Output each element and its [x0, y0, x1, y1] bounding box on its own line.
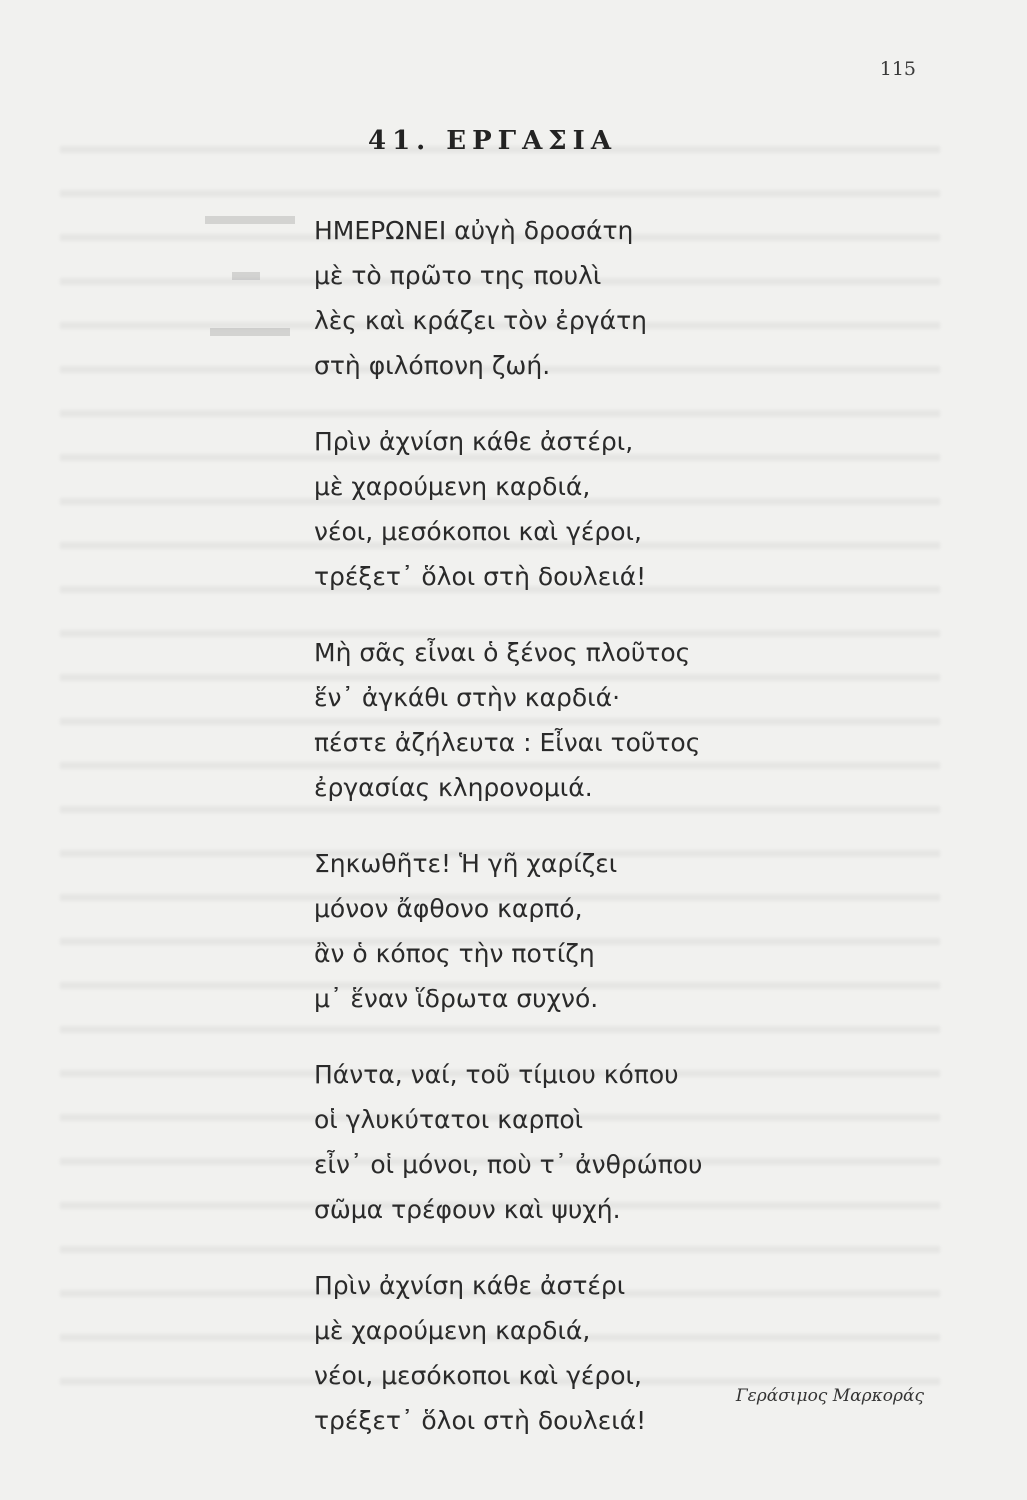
poem-line: Πρὶν ἀχνίση κάθε ἀστέρι, [314, 427, 634, 456]
poem-line: σῶμα τρέφουν καὶ ψυχή. [314, 1195, 621, 1224]
poem-line: Πρὶν ἀχνίση κάθε ἀστέρι [314, 1271, 626, 1300]
poem-line: ἕν᾿ ἀγκάθι στὴν καρδιά· [314, 683, 621, 712]
poem-line: τρέξετ᾿ ὅλοι στὴ δουλειά! [314, 1406, 647, 1435]
poem-line: ΗΜΕΡΩΝΕΙ αὐγὴ δροσάτη [314, 216, 634, 245]
poem-line: μὲ τὸ πρῶτο της πουλὶ [314, 261, 602, 290]
poem-line: νέοι, μεσόκοποι καὶ γέροι, [314, 1361, 642, 1390]
stanza [314, 1052, 814, 1232]
poem-line: οἱ γλυκύτατοι καρποὶ [314, 1105, 584, 1134]
poem-line: πέστε ἀζήλευτα : Εἶναι τοῦτος [314, 728, 701, 757]
poem-line: μόνον ἄφθονο καρπό, [314, 894, 583, 923]
poem-line: μὲ χαρούμενη καρδιά, [314, 472, 591, 501]
poem-line: στὴ φιλόπονη ζωή. [314, 351, 551, 380]
poem-line: μὲ χαρούμενη καρδιά, [314, 1316, 591, 1345]
poem-line: λὲς καὶ κράζει τὸν ἐργάτη [314, 306, 647, 335]
stanza [314, 841, 814, 1021]
poem-line: Μὴ σᾶς εἶναι ὁ ξένος πλοῦτος [314, 638, 691, 667]
poem-line: Σηκωθῆτε! Ἡ γῆ χαρίζει [314, 849, 618, 878]
stanza [314, 1263, 814, 1443]
poem-title: 41. ΕΡΓΑΣΙΑ [368, 126, 618, 156]
poem-line: μ᾿ ἕναν ἵδρωτα συχνό. [314, 984, 599, 1013]
stanza [314, 419, 814, 599]
stanza [314, 630, 814, 810]
page-number: 115 [879, 58, 916, 80]
author-signature: Γεράσιμος Μαρκοράς [735, 1386, 924, 1406]
ink-smudge [205, 216, 295, 224]
ink-smudge [210, 328, 290, 336]
poem-line: Πάντα, ναί, τοῦ τίμιου κόπου [314, 1060, 679, 1089]
stanza [314, 208, 814, 388]
poem-body [314, 208, 814, 1474]
poem-line: ἂν ὁ κόπος τὴν ποτίζη [314, 939, 595, 968]
poem-line: τρέξετ᾿ ὅλοι στὴ δουλειά! [314, 562, 647, 591]
poem-line: νέοι, μεσόκοποι καὶ γέροι, [314, 517, 642, 546]
ink-smudge [232, 272, 260, 280]
poem-line: ἐργασίας κληρονομιά. [314, 773, 593, 802]
poem-line: εἶν᾿ οἱ μόνοι, ποὺ τ᾿ ἀνθρώπου [314, 1150, 703, 1179]
